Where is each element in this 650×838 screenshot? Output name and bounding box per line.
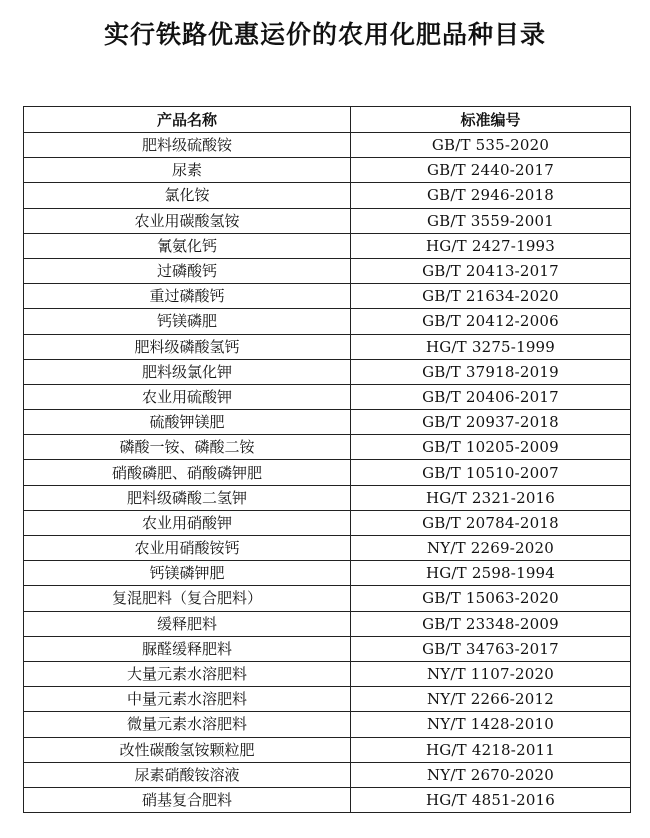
table-row xyxy=(24,460,631,485)
standard-number-cell: GB/T 3559-2001 xyxy=(351,208,631,233)
table-row xyxy=(24,158,631,183)
column-header-standard-no: 标准编号 xyxy=(351,107,631,133)
table-header xyxy=(24,107,631,133)
product-name-cell: 农业用碳酸氢铵 xyxy=(24,208,351,233)
product-name-cell: 钙镁磷钾肥 xyxy=(24,561,351,586)
standard-number-cell: GB/T 21634-2020 xyxy=(351,284,631,309)
table-row xyxy=(24,712,631,737)
product-name-cell: 尿素 xyxy=(24,158,351,183)
product-name-cell: 氯化铵 xyxy=(24,183,351,208)
table-row xyxy=(24,611,631,636)
standard-number-cell: NY/T 2670-2020 xyxy=(351,762,631,787)
product-name-cell: 肥料级磷酸氢钙 xyxy=(24,334,351,359)
table-row xyxy=(24,258,631,283)
product-name-cell: 氰氨化钙 xyxy=(24,233,351,258)
table-row xyxy=(24,536,631,561)
product-name-cell: 缓释肥料 xyxy=(24,611,351,636)
product-name-cell: 肥料级磷酸二氢钾 xyxy=(24,485,351,510)
product-name-cell: 硝基复合肥料 xyxy=(24,787,351,812)
table-row xyxy=(24,183,631,208)
product-name-cell: 磷酸一铵、磷酸二铵 xyxy=(24,435,351,460)
table-row xyxy=(24,762,631,787)
standard-number-cell: NY/T 1428-2010 xyxy=(351,712,631,737)
product-name-cell: 尿素硝酸铵溶液 xyxy=(24,762,351,787)
product-name-cell: 脲醛缓释肥料 xyxy=(24,636,351,661)
product-name-cell: 肥料级硫酸铵 xyxy=(24,133,351,158)
product-name-cell: 钙镁磷肥 xyxy=(24,309,351,334)
product-name-cell: 硫酸钾镁肥 xyxy=(24,410,351,435)
standard-number-cell: NY/T 2269-2020 xyxy=(351,536,631,561)
product-name-cell: 改性碳酸氢铵颗粒肥 xyxy=(24,737,351,762)
table-row xyxy=(24,133,631,158)
table-row xyxy=(24,586,631,611)
standard-number-cell: GB/T 34763-2017 xyxy=(351,636,631,661)
product-name-cell: 微量元素水溶肥料 xyxy=(24,712,351,737)
standard-number-cell: NY/T 1107-2020 xyxy=(351,661,631,686)
table-body xyxy=(24,133,631,813)
header-row xyxy=(24,107,631,133)
product-name-cell: 肥料级氯化钾 xyxy=(24,359,351,384)
table-row xyxy=(24,284,631,309)
column-header-product-name: 产品名称 xyxy=(24,107,351,133)
table-row xyxy=(24,233,631,258)
table-row xyxy=(24,334,631,359)
standard-number-cell: HG/T 2598-1994 xyxy=(351,561,631,586)
table-row xyxy=(24,510,631,535)
table-row xyxy=(24,410,631,435)
standard-number-cell: GB/T 10510-2007 xyxy=(351,460,631,485)
table-row xyxy=(24,636,631,661)
table-row xyxy=(24,661,631,686)
table-row xyxy=(24,561,631,586)
standard-number-cell: GB/T 23348-2009 xyxy=(351,611,631,636)
standard-number-cell: NY/T 2266-2012 xyxy=(351,687,631,712)
product-name-cell: 重过磷酸钙 xyxy=(24,284,351,309)
table-row xyxy=(24,787,631,812)
standard-number-cell: GB/T 20413-2017 xyxy=(351,258,631,283)
standard-number-cell: HG/T 2321-2016 xyxy=(351,485,631,510)
standard-number-cell: GB/T 20937-2018 xyxy=(351,410,631,435)
product-name-cell: 中量元素水溶肥料 xyxy=(24,687,351,712)
product-name-cell: 过磷酸钙 xyxy=(24,258,351,283)
standard-number-cell: HG/T 2427-1993 xyxy=(351,233,631,258)
table-row xyxy=(24,737,631,762)
standard-number-cell: GB/T 10205-2009 xyxy=(351,435,631,460)
table-row xyxy=(24,485,631,510)
table-row xyxy=(24,435,631,460)
product-name-cell: 农业用硝酸铵钙 xyxy=(24,536,351,561)
page-title: 实行铁路优惠运价的农用化肥品种目录 xyxy=(103,20,546,49)
standard-number-cell: GB/T 535-2020 xyxy=(351,133,631,158)
product-name-cell: 硝酸磷肥、硝酸磷钾肥 xyxy=(24,460,351,485)
standard-number-cell: GB/T 2946-2018 xyxy=(351,183,631,208)
table-row xyxy=(24,208,631,233)
table-row xyxy=(24,384,631,409)
table-row xyxy=(24,309,631,334)
product-name-cell: 复混肥料（复合肥料） xyxy=(24,586,351,611)
product-name-cell: 大量元素水溶肥料 xyxy=(24,661,351,686)
standard-number-cell: HG/T 4851-2016 xyxy=(351,787,631,812)
product-name-cell: 农业用硝酸钾 xyxy=(24,510,351,535)
product-name-cell: 农业用硫酸钾 xyxy=(24,384,351,409)
table-row xyxy=(24,687,631,712)
standard-number-cell: GB/T 15063-2020 xyxy=(351,586,631,611)
standard-number-cell: GB/T 20784-2018 xyxy=(351,510,631,535)
table-row xyxy=(24,359,631,384)
standard-number-cell: GB/T 2440-2017 xyxy=(351,158,631,183)
standard-number-cell: GB/T 37918-2019 xyxy=(351,359,631,384)
standard-number-cell: HG/T 4218-2011 xyxy=(351,737,631,762)
standard-number-cell: HG/T 3275-1999 xyxy=(351,334,631,359)
standard-number-cell: GB/T 20412-2006 xyxy=(351,309,631,334)
standard-number-cell: GB/T 20406-2017 xyxy=(351,384,631,409)
fertilizer-catalog-table xyxy=(23,106,631,813)
